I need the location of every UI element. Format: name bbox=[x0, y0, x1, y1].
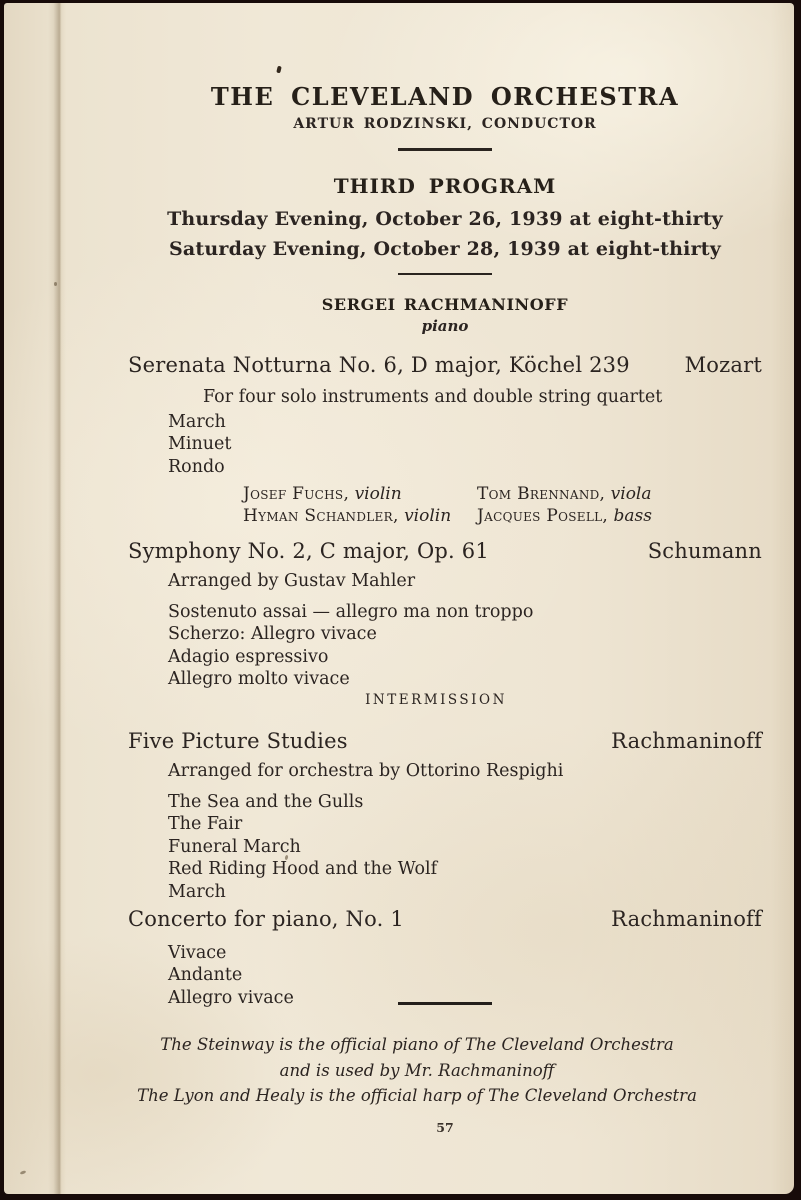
performer bbox=[477, 506, 762, 528]
work-title-row bbox=[128, 906, 762, 933]
performer-instrument: violin bbox=[354, 484, 402, 505]
work-five-picture-studies bbox=[128, 728, 762, 903]
movement: Andante bbox=[168, 965, 243, 986]
work-piano-concerto-no-1 bbox=[128, 906, 762, 1009]
work-title-row bbox=[128, 538, 762, 565]
work-note: Arranged by Gustav Mahler bbox=[168, 571, 416, 591]
performer bbox=[477, 484, 762, 506]
performer bbox=[243, 484, 477, 506]
work-note: Arranged for orchestra by Ottorino Respighi bbox=[168, 761, 564, 781]
work-note: For four solo instruments and double string quartet bbox=[203, 387, 663, 407]
work-title: Concerto for piano, No. 1 bbox=[128, 907, 404, 931]
intermission-label: INTERMISSION bbox=[365, 692, 507, 708]
program-page bbox=[4, 3, 794, 1194]
movement: Vivace bbox=[168, 943, 227, 963]
performer bbox=[243, 506, 477, 528]
performer-name: Hyman Schandler, bbox=[243, 505, 399, 526]
performer-name: Josef Fuchs, bbox=[243, 484, 350, 505]
ink-mark bbox=[276, 66, 282, 74]
performer-name: Jacques Posell, bbox=[477, 505, 609, 526]
soloist-instrument: piano bbox=[421, 317, 469, 335]
movement: Funeral March bbox=[168, 836, 301, 857]
page-number: 57 bbox=[436, 1120, 454, 1135]
paper-speck bbox=[20, 1170, 27, 1175]
paper-speck bbox=[54, 282, 57, 286]
movement: Rondo bbox=[168, 456, 225, 477]
work-serenata-notturna bbox=[128, 352, 762, 527]
divider-rule bbox=[398, 148, 492, 151]
performer-name: Tom Brennand, bbox=[477, 484, 606, 505]
composer-name: Rachmaninoff bbox=[611, 729, 762, 753]
performer-instrument: bass bbox=[613, 505, 652, 526]
program-number-title: THIRD PROGRAM bbox=[333, 173, 557, 198]
movement-list bbox=[168, 411, 762, 478]
concert-date: Thursday Evening, October 26, 1939 at eight-thirty bbox=[167, 207, 723, 230]
composer-name: Rachmaninoff bbox=[611, 907, 762, 931]
footer-notes bbox=[64, 1032, 770, 1109]
movement: Sostenuto assai — allegro ma non troppo bbox=[168, 602, 534, 622]
footer-note: The Lyon and Healy is the official harp of The Cleveland Orchestra bbox=[137, 1086, 697, 1105]
movement: Scherzo: Allegro vivace bbox=[168, 624, 377, 645]
movement: Red Riding Hood and the Wolf bbox=[168, 859, 438, 880]
footer-note: and is used by Mr. Rachmaninoff bbox=[279, 1060, 555, 1080]
work-title: Symphony No. 2, C major, Op. 61 bbox=[128, 539, 489, 563]
soloist-name: SERGEI RACHMANINOFF bbox=[321, 295, 569, 314]
performer-list bbox=[243, 484, 762, 527]
movement: March bbox=[168, 412, 226, 432]
movement: March bbox=[168, 881, 226, 902]
movement: Minuet bbox=[168, 434, 232, 455]
work-title-row bbox=[128, 728, 762, 755]
movement: The Sea and the Gulls bbox=[168, 792, 364, 812]
page-fold-crease bbox=[48, 3, 66, 1194]
work-symphony-no-2 bbox=[128, 538, 762, 691]
movement-list bbox=[168, 601, 762, 691]
movement: The Fair bbox=[168, 814, 243, 835]
movement-list bbox=[168, 791, 762, 903]
footer-note: The Steinway is the official piano of The Cleveland Orchestra bbox=[160, 1035, 674, 1054]
masthead bbox=[128, 83, 762, 335]
composer-name: Schumann bbox=[647, 539, 762, 563]
work-title: Five Picture Studies bbox=[128, 729, 348, 753]
work-title: Serenata Notturna No. 6, D major, Köchel 239 bbox=[128, 353, 630, 377]
divider-rule bbox=[398, 1002, 492, 1005]
orchestra-title: THE CLEVELAND ORCHESTRA bbox=[210, 82, 680, 111]
conductor-line: ARTUR RODZINSKI, CONDUCTOR bbox=[293, 116, 597, 132]
movement-list bbox=[168, 942, 762, 1009]
movement: Allegro vivace bbox=[168, 987, 294, 1008]
work-title-row bbox=[128, 352, 762, 379]
performer-instrument: viola bbox=[610, 484, 652, 505]
concert-date: Saturday Evening, October 28, 1939 at eight-thirty bbox=[169, 237, 721, 260]
divider-rule bbox=[398, 273, 492, 276]
movement: Adagio espressivo bbox=[168, 646, 329, 667]
performer-instrument: violin bbox=[404, 505, 452, 526]
movement: Allegro molto vivace bbox=[168, 669, 350, 690]
composer-name: Mozart bbox=[684, 353, 762, 377]
